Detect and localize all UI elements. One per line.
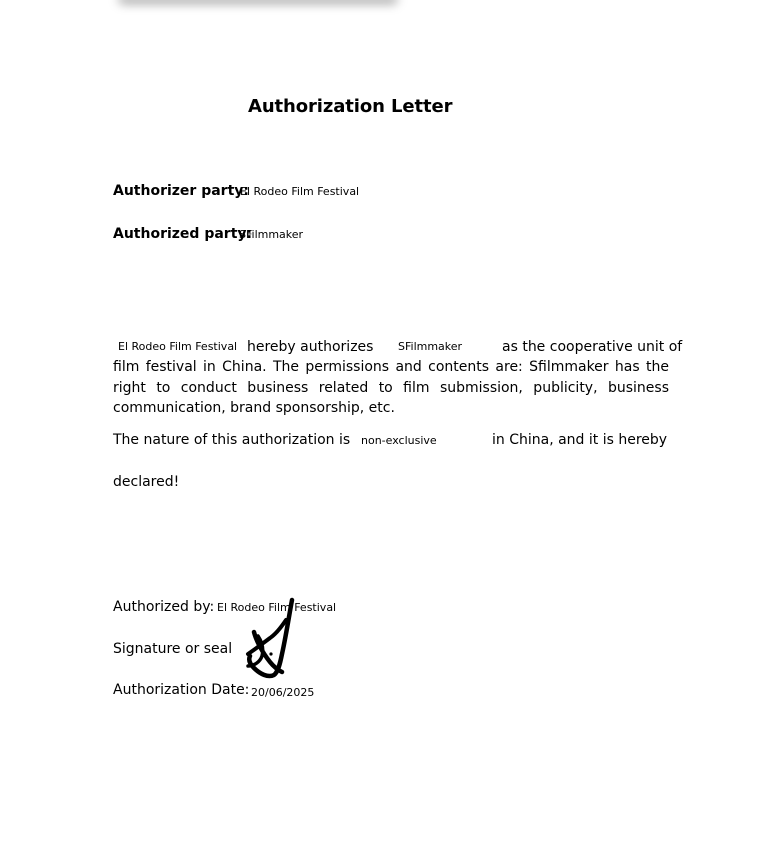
authorized-party-label: Authorized party: bbox=[113, 226, 253, 242]
nature-fill: non-exclusive bbox=[361, 434, 437, 447]
nature-text-start: The nature of this authorization is bbox=[113, 432, 351, 448]
signature-label: Signature or seal bbox=[113, 641, 233, 657]
paragraph-authorizer-fill: El Rodeo Film Festival bbox=[118, 340, 238, 353]
paragraph-body: film festival in China. The permissions and contents are: Sfilmmaker has the right to conduct business related to film submission, publicity, business communication, brand sponsorship, etc. bbox=[113, 359, 669, 417]
authorization-date-label: Authorization Date: bbox=[113, 682, 250, 698]
authorized-by-label: Authorized by: bbox=[113, 599, 215, 615]
paragraph-authorized-fill: SFilmmaker bbox=[398, 340, 463, 353]
declared-text: declared! bbox=[113, 474, 180, 490]
authorizer-party-value: El Rodeo Film Festival bbox=[240, 185, 360, 198]
letter-title: Authorization Letter bbox=[248, 96, 453, 117]
handwritten-signature bbox=[240, 596, 300, 680]
paragraph-text-authorizes: hereby authorizes bbox=[247, 339, 374, 355]
authorizer-party-label: Authorizer party: bbox=[113, 183, 249, 199]
paragraph-text-cooperative: as the cooperative unit of bbox=[502, 339, 683, 355]
authorized-party-value: SFilmmaker bbox=[239, 228, 304, 241]
authorization-date-value: 20/06/2025 bbox=[251, 686, 315, 699]
authorized-by-value: El Rodeo Film Festival bbox=[217, 601, 337, 614]
nature-text-end: in China, and it is hereby bbox=[492, 432, 668, 448]
